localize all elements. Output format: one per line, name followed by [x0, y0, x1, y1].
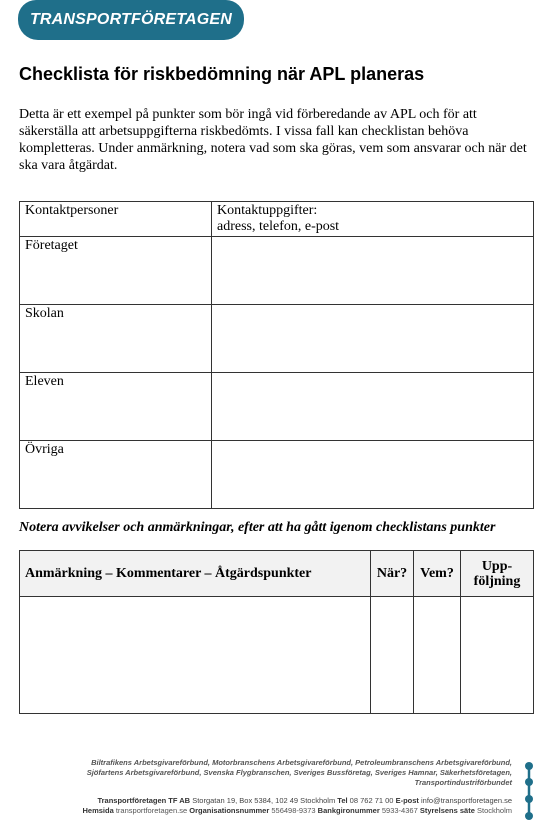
notes-followup-field[interactable] — [461, 597, 534, 714]
footer-org-label: Organisationsnummer — [189, 806, 270, 815]
notes-body-row — [20, 597, 534, 714]
contacts-row-label: Övriga — [20, 441, 212, 509]
contacts-row-label: Skolan — [20, 305, 212, 373]
footer-tel-label: Tel — [337, 796, 348, 805]
contacts-header-details-line2: adress, telefon, e-post — [217, 219, 340, 234]
contacts-row-details-field[interactable] — [212, 441, 534, 509]
notes-remark-field[interactable] — [20, 597, 371, 714]
notes-table — [19, 550, 534, 714]
contacts-header-persons: Kontaktpersoner — [20, 202, 212, 237]
dots-line-icon — [522, 762, 536, 820]
notes-header-row — [20, 551, 534, 597]
footer-web-link[interactable]: transportforetagen.se — [115, 806, 188, 815]
footer-associations-line2: Sjöfartens Arbetsgivareförbund, Svenska Flygbranschen, Sveriges Bussföretag, Sveriges Hamnar, Säkerhetsföretagen, Transportindustriförbundet — [86, 768, 512, 787]
footer-bank-label: Bankgironummer — [317, 806, 380, 815]
footer-company: Transportföretagen TF AB — [97, 796, 191, 805]
contacts-row-label: Eleven — [20, 373, 212, 441]
contacts-table — [19, 201, 534, 509]
notes-who-field[interactable] — [414, 597, 461, 714]
contacts-row-label: Företaget — [20, 237, 212, 305]
footer-seat-label: Styrelsens säte — [419, 806, 475, 815]
notes-header-followup-line2: följning — [473, 573, 521, 589]
contacts-row-student — [20, 373, 534, 441]
intro-paragraph: Detta är ett exempel på punkter som bör ingå vid förberedande av APL och för att säkerställa att arbetsuppgifterna riskbedömts. I vissa fall kan checklistan behöva kompletteras. Under anmärkning, notera vad som ska göras, vem som ansvarar och när det ska vara åtgärdat. — [19, 107, 527, 173]
brand-logo-text: TRANSPORTFÖRETAGEN — [29, 11, 233, 28]
contacts-row-company — [20, 237, 534, 305]
contacts-header-details — [212, 202, 534, 237]
footer-contact-line2 — [12, 806, 512, 816]
notes-header-when: När? — [371, 551, 414, 597]
brand-logo — [18, 0, 244, 40]
contacts-header-details-line1: Kontaktuppgifter: — [217, 203, 318, 218]
notes-instruction: Notera avvikelser och anmärkningar, efter att ha gått igenom checklistans punkter — [19, 520, 496, 535]
notes-header-followup — [461, 551, 534, 597]
notes-header-followup-line1: Upp- — [481, 558, 513, 574]
contacts-header-row — [20, 202, 534, 237]
notes-header-remark: Anmärkning – Kommentarer – Åtgärdspunkter — [20, 551, 371, 597]
notes-when-field[interactable] — [371, 597, 414, 714]
contacts-row-details-field[interactable] — [212, 305, 534, 373]
contacts-row-details-field[interactable] — [212, 373, 534, 441]
footer-contact-line1 — [12, 796, 512, 806]
footer-address: Storgatan 19, Box 5384, 102 49 Stockholm — [192, 796, 336, 805]
contacts-row-other — [20, 441, 534, 509]
footer-web-label: Hemsida — [82, 806, 114, 815]
contacts-row-school — [20, 305, 534, 373]
footer — [12, 758, 512, 816]
footer-email-link[interactable]: info@transportforetagen.se — [421, 796, 512, 805]
page-title: Checklista för riskbedömning när APL planeras — [19, 64, 425, 84]
footer-email-label: E-post — [395, 796, 419, 805]
footer-tel: 08 762 71 00 — [349, 796, 394, 805]
contacts-row-details-field[interactable] — [212, 237, 534, 305]
footer-bank: 5933-4367 — [381, 806, 418, 815]
footer-org: 556498-9373 — [271, 806, 316, 815]
footer-associations-line1: Biltrafikens Arbetsgivareförbund, Motorbranschens Arbetsgivareförbund, Petroleumbranschens Arbetsgivareförbund, — [91, 758, 512, 767]
footer-seat: Stockholm — [476, 806, 512, 815]
notes-header-who: Vem? — [414, 551, 461, 597]
